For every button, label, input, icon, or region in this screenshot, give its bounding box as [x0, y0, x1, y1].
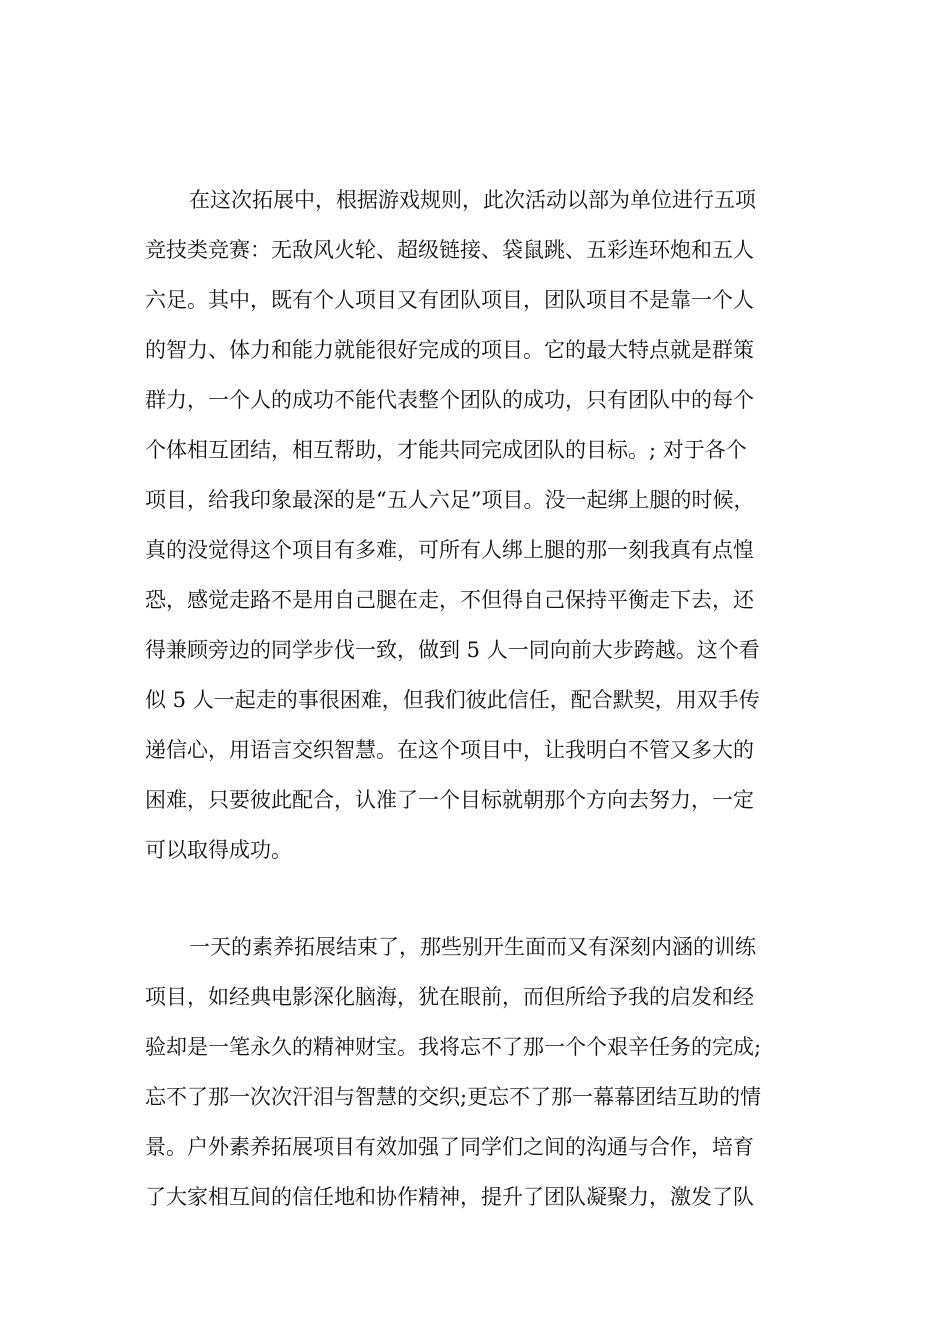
text-line: 竞技类竞赛：无敌风火轮、超级链接、袋鼠跳、五彩连环炮和五人: [145, 238, 754, 262]
text-line: 可以取得成功。: [145, 838, 292, 862]
text-line: 忘不了那一次次汗泪与智慧的交织;更忘不了那一幕幕团结互助的情: [145, 1085, 762, 1109]
text-line: 在这次拓展中，根据游戏规则，此次活动以部为单位进行五项: [189, 188, 756, 212]
text-line: 景。户外素养拓展项目有效加强了同学们之间的沟通与合作，培育: [145, 1135, 754, 1159]
text-line: 项目，如经典电影深化脑海，犹在眼前，而但所给予我的启发和经: [145, 985, 754, 1009]
text-line: 群力，一个人的成功不能代表整个团队的成功，只有团队中的每个: [145, 388, 754, 412]
text-line: 了大家相互间的信任地和协作精神，提升了团队凝聚力，激发了队: [145, 1185, 754, 1209]
paragraph-1: [145, 175, 813, 875]
text-line: 似 5 人一起走的事很困难，但我们彼此信任，配合默契，用双手传: [145, 688, 760, 712]
text-line: 困难，只要彼此配合，认准了一个目标就朝那个方向去努力，一定: [145, 788, 754, 812]
text-line: 得兼顾旁边的同学步伐一致，做到 5 人一同向前大步跨越。这个看: [145, 638, 760, 662]
paragraph-2: [145, 922, 813, 1222]
text-line: 一天的素养拓展结束了，那些别开生面而又有深刻内涵的训练: [189, 935, 756, 959]
text-line: 的智力、体力和能力就能很好完成的项目。它的最大特点就是群策: [145, 338, 754, 362]
text-line: 个体相互团结，相互帮助，才能共同完成团队的目标。; 对于各个: [145, 438, 747, 462]
text-line: 递信心，用语言交织智慧。在这个项目中，让我明白不管又多大的: [145, 738, 754, 762]
text-line: 项目，给我印象最深的是“五人六足”项目。没一起绑上腿的时候，: [145, 488, 755, 512]
text-line: 真的没觉得这个项目有多难，可所有人绑上腿的那一刻我真有点惶: [145, 538, 754, 562]
text-line: 恐，感觉走路不是用自己腿在走，不但得自己保持平衡走下去，还: [145, 588, 754, 612]
text-line: 验却是一笔永久的精神财宝。我将忘不了那一个个艰辛任务的完成;: [145, 1035, 762, 1059]
text-line: 六足。其中，既有个人项目又有团队项目，团队项目不是靠一个人: [145, 288, 754, 312]
